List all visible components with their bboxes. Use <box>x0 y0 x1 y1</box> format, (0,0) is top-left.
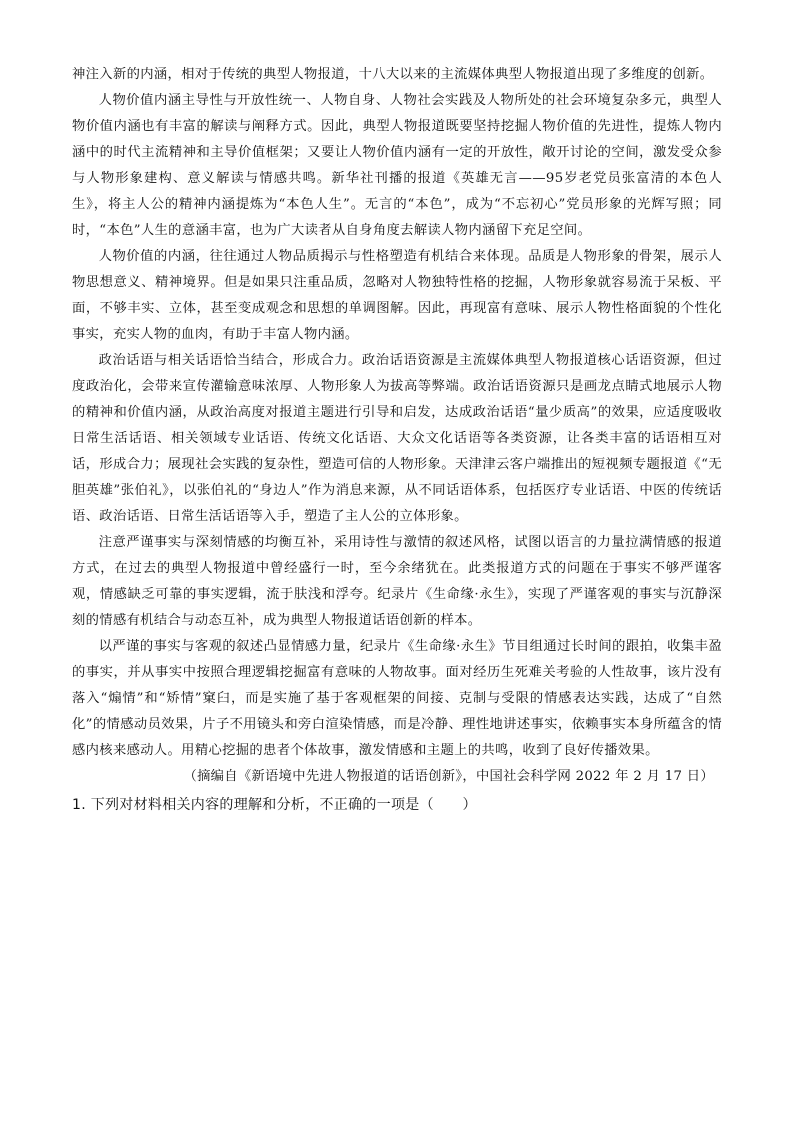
paragraph-1: 神注入新的内涵，相对于传统的典型人物报道，十八大以来的主流媒体典型人物报道出现了多维度的创新。 <box>72 67 714 82</box>
question-1: 1. 下列对材料相关内容的理解和分析，不正确的一项是（ ） <box>72 797 477 813</box>
paragraph-6: 以严谨的事实与客观的叙述凸显情感力量，纪录片《生命缘·永生》节目组通过长时间的跟拍，收集丰盈的事实，并从事实中按照合理逻辑挖掘富有意味的人物故事。面对经历生死难关考验的人性故事，该片没有落入“煽情”和“矫情”窠臼，而是实施了基于客观框架的间接、克制与受限的情感表达实践，达成了“自然化”的情感动员效果，片子不用镜头和旁白渲染情感，而是冷静、理性地讲述事实，依赖事实本身所蕴含的情感内核来感动人。用精心挖掘的患者个体故事，激发情感和主题上的共鸣，收到了良好传播效果。 <box>72 639 722 758</box>
document-body <box>72 62 722 818</box>
source-citation: （摘编自《新语境中先进人物报道的话语创新》，中国社会科学网 2022 年 2 月 17 日） <box>183 769 714 784</box>
paragraph-2: 人物价值内涵主导性与开放性统一、人物自身、人物社会实践及人物所处的社会环境复杂多元，典型人物价值内涵也有丰富的解读与阐释方式。因此，典型人物报道既要坚持挖掘人物价值的先进性，提炼人物内涵中的时代主流精神和主导价值框架；又要让人物价值内涵有一定的开放性，敞开讨论的空间，激发受众参与人物形象建构、意义解读与情感共鸣。新华社刊播的报道《英雄无言——95岁老党员张富清的本色人生》，将主人公的精神内涵提炼为“本色人生”。无言的“本色”，成为“不忘初心”党员形象的光辉写照；同时，“本色”人生的意涵丰富，也为广大读者从自身角度去解读人物内涵留下充足空间。 <box>72 93 722 238</box>
paragraph-4: 政治话语与相关话语恰当结合，形成合力。政治话语资源是主流媒体典型人物报道核心话语资源，但过度政治化，会带来宣传灌输意味浓厚、人物形象人为拔高等弊端。政治话语资源只是画龙点睛式地展示人物的精神和价值内涵，从政治高度对报道主题进行引导和启发，达成政治话语“量少质高”的效果，应适度吸收日常生活话语、相关领域专业话语、传统文化话语、大众文化话语等各类资源，让各类丰富的话语相互对话，形成合力；展现社会实践的复杂性，塑造可信的人物形象。天津津云客户端推出的短视频专题报道《“无胆英雄”张伯礼》，以张伯礼的“身边人”作为消息来源，从不同话语体系，包括医疗专业话语、中医的传统话语、政治话语、日常生活话语等入手，塑造了主人公的立体形象。 <box>72 353 722 524</box>
paragraph-3: 人物价值的内涵，往往通过人物品质揭示与性格塑造有机结合来体现。品质是人物形象的骨架，展示人物思想意义、精神境界。但是如果只注重品质，忽略对人物独特性格的挖掘，人物形象就容易流于呆板、平面，不够丰实、立体，甚至变成观念和思想的单调图解。因此，再现富有意味、展示人物性格面貌的个性化事实，充实人物的血肉，有助于丰富人物内涵。 <box>72 249 722 342</box>
paragraph-5: 注意严谨事实与深刻情感的均衡互补，采用诗性与激情的叙述风格，试图以语言的力量拉满情感的报道方式，在过去的典型人物报道中曾经盛行一时，至今余绪犹在。此类报道方式的问题在于事实不够严谨客观，情感缺乏可靠的事实逻辑，流于肤浅和浮夸。纪录片《生命缘·永生》，实现了严谨客观的事实与沉静深刻的情感有机结合与动态互补，成为典型人物报道话语创新的样本。 <box>72 535 722 628</box>
